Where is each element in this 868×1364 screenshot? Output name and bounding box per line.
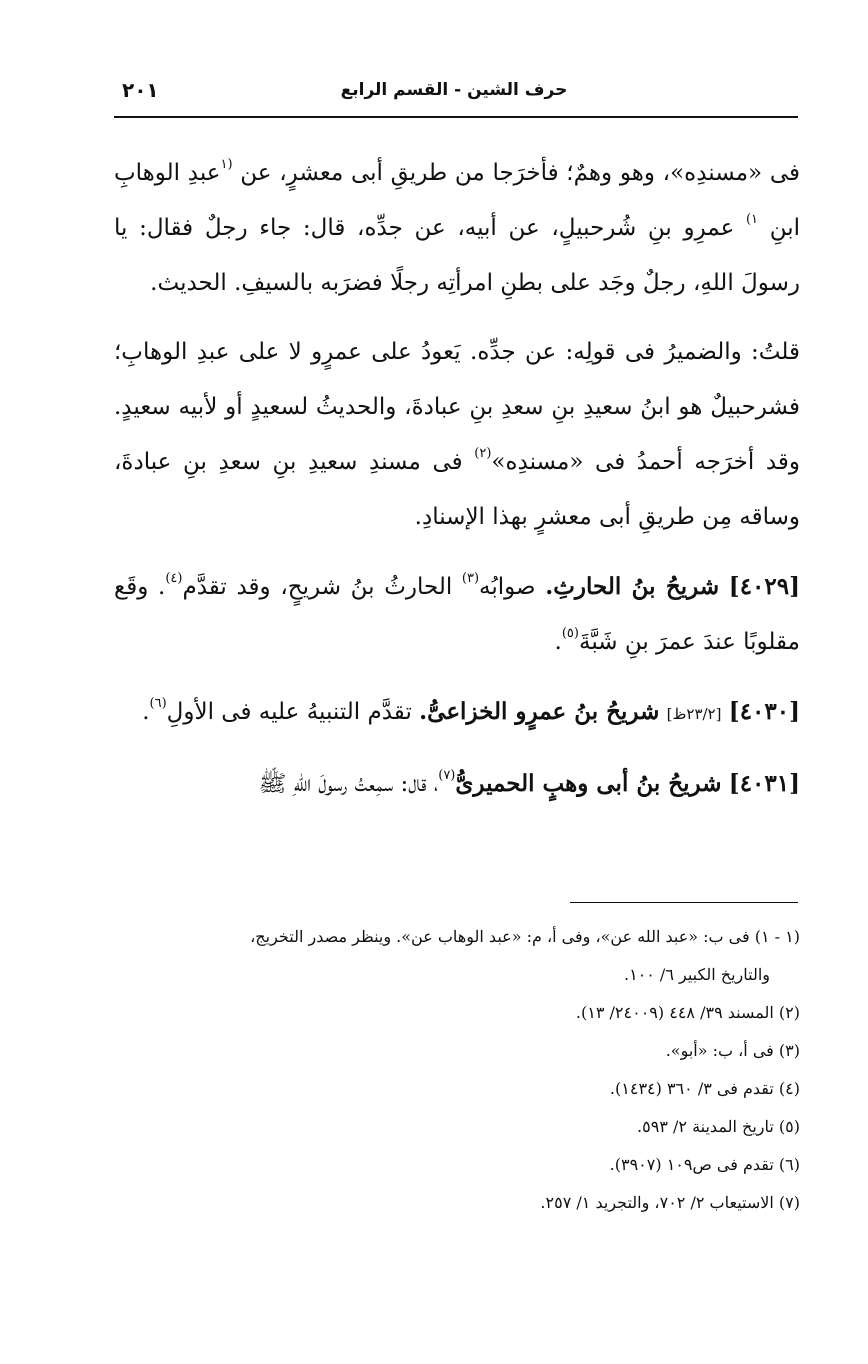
footnote-3: (٣) فى أ، ب: «أبو». bbox=[665, 1041, 800, 1060]
entry-number: [٤٠٣١] bbox=[728, 770, 800, 797]
footnote-1: (١ - ١) فى ب: «عبد الله عن»، وفى أ، م: «عبد الوهاب عن». وينظر مصدر التخريج، bbox=[250, 927, 800, 946]
footnote-2: (٢) المسند ٣٩/ ٤٤٨ (٢٤٠٠٩/ ١٣). bbox=[575, 1003, 800, 1022]
footnote-ref: (٣) bbox=[461, 571, 480, 586]
footnote-4: (٤) تقدم فى ٣/ ٣٦٠ (١٤٣٤). bbox=[609, 1079, 800, 1098]
entry-4031: [٤٠٣١] شريحُ بنُ أبى وهبٍ الحميرىُّ$^{(٧)}$، قال: سمِعتُ رسولَ اللهِ ﷺ bbox=[258, 768, 800, 797]
manuscript-ref: [٢٣/٢ظ] bbox=[666, 705, 722, 723]
footnote-1-continued: والتاريخ الكبير ٦/ ١٠٠. bbox=[623, 965, 770, 984]
footnote-5: (٥) تاريخ المدينة ٢/ ٥٩٣. bbox=[637, 1117, 800, 1136]
paragraph-1: فى «مسندِه»، وهو وهمٌ؛ فأخرَجا من طريقِ أبى معشرٍ، عن $^{(١}$عبدِ الوهابِ ابنِ $^{١)}$ عمرِو بنِ شُرحبيلٍ، عن أبيه، عن جدِّه، قال: جاء رجلٌ فقال: يا رسولَ اللهِ، رجلٌ وجَد على بطنِ امرأتِه رجلًا فضرَبه بالسيفِ. الحديث. bbox=[114, 157, 800, 296]
entry-number: [٤٠٣٠] bbox=[728, 698, 800, 725]
footnote-ref: (٥) bbox=[561, 626, 579, 641]
footnote-ref: (٢) bbox=[474, 446, 492, 461]
footnote-ref: (١ bbox=[220, 157, 233, 172]
footnote-ref: (٧) bbox=[438, 768, 456, 783]
entry-number: [٤٠٢٩] bbox=[728, 573, 800, 600]
footnote-ref: (٦) bbox=[149, 696, 167, 711]
footnotes bbox=[160, 918, 800, 1222]
paragraph-2: قلتُ: والضميرُ فى قولِه: عن جدِّه. يَعودُ على عمرٍو لا على عبدِ الوهابِ؛ فشرحبيلٌ هو ابنُ سعيدِ بنِ سعدِ بنِ عبادةَ، والحديثُ لسعيدٍ أو لأبيه سعيدٍ. وقد أخرَجه أحمدُ فى «مسندِه»$^{(٢)}$ فى مسندِ سعيدِ بنِ سعدِ بنِ عبادةَ، وساقه مِن طريقِ أبى معشرٍ بهذا الإسنادِ. bbox=[114, 339, 800, 530]
footnote-separator bbox=[570, 902, 798, 903]
page-number: ٢٠١ bbox=[122, 78, 159, 102]
header-rule bbox=[114, 116, 798, 118]
entry-4030: [٤٠٣٠] [٢٣/٢ظ] شريحُ بنُ عمرٍو الخزاعىُّ. تقدَّم التنبيهُ عليه فى الأولِ$^{(٦)}$. bbox=[142, 696, 800, 725]
footnote-6: (٦) تقدم فى ص١٠٩ (٣٩٠٧). bbox=[609, 1155, 800, 1174]
footnote-ref: ١) bbox=[745, 212, 759, 227]
entry-name: شريحُ بنُ عمرٍو الخزاعىُّ. bbox=[419, 698, 660, 725]
main-text bbox=[114, 146, 800, 826]
entry-name: شريحُ بنُ أبى وهبٍ الحميرىُّ bbox=[455, 770, 722, 797]
page-header bbox=[114, 72, 798, 112]
entry-4029: [٤٠٢٩] شريحُ بنُ الحارثِ. صوابُه$^{(٣)}$ الحارثُ بنُ شريحٍ، وقد تقدَّم$^{(٤)}$. وقَع مقلوبًا عندَ عمرَ بنِ شَبَّةَ$^{(٥)}$. bbox=[114, 571, 800, 655]
footnote-7: (٧) الاستيعاب ٢/ ٧٠٢، والتجريد ١/ ٢٥٧. bbox=[540, 1193, 800, 1212]
footnote-ref: (٤) bbox=[165, 571, 183, 586]
entry-name: شريحُ بنُ الحارثِ. bbox=[545, 573, 720, 600]
running-title: حرف الشين - القسم الرابع bbox=[340, 80, 568, 100]
